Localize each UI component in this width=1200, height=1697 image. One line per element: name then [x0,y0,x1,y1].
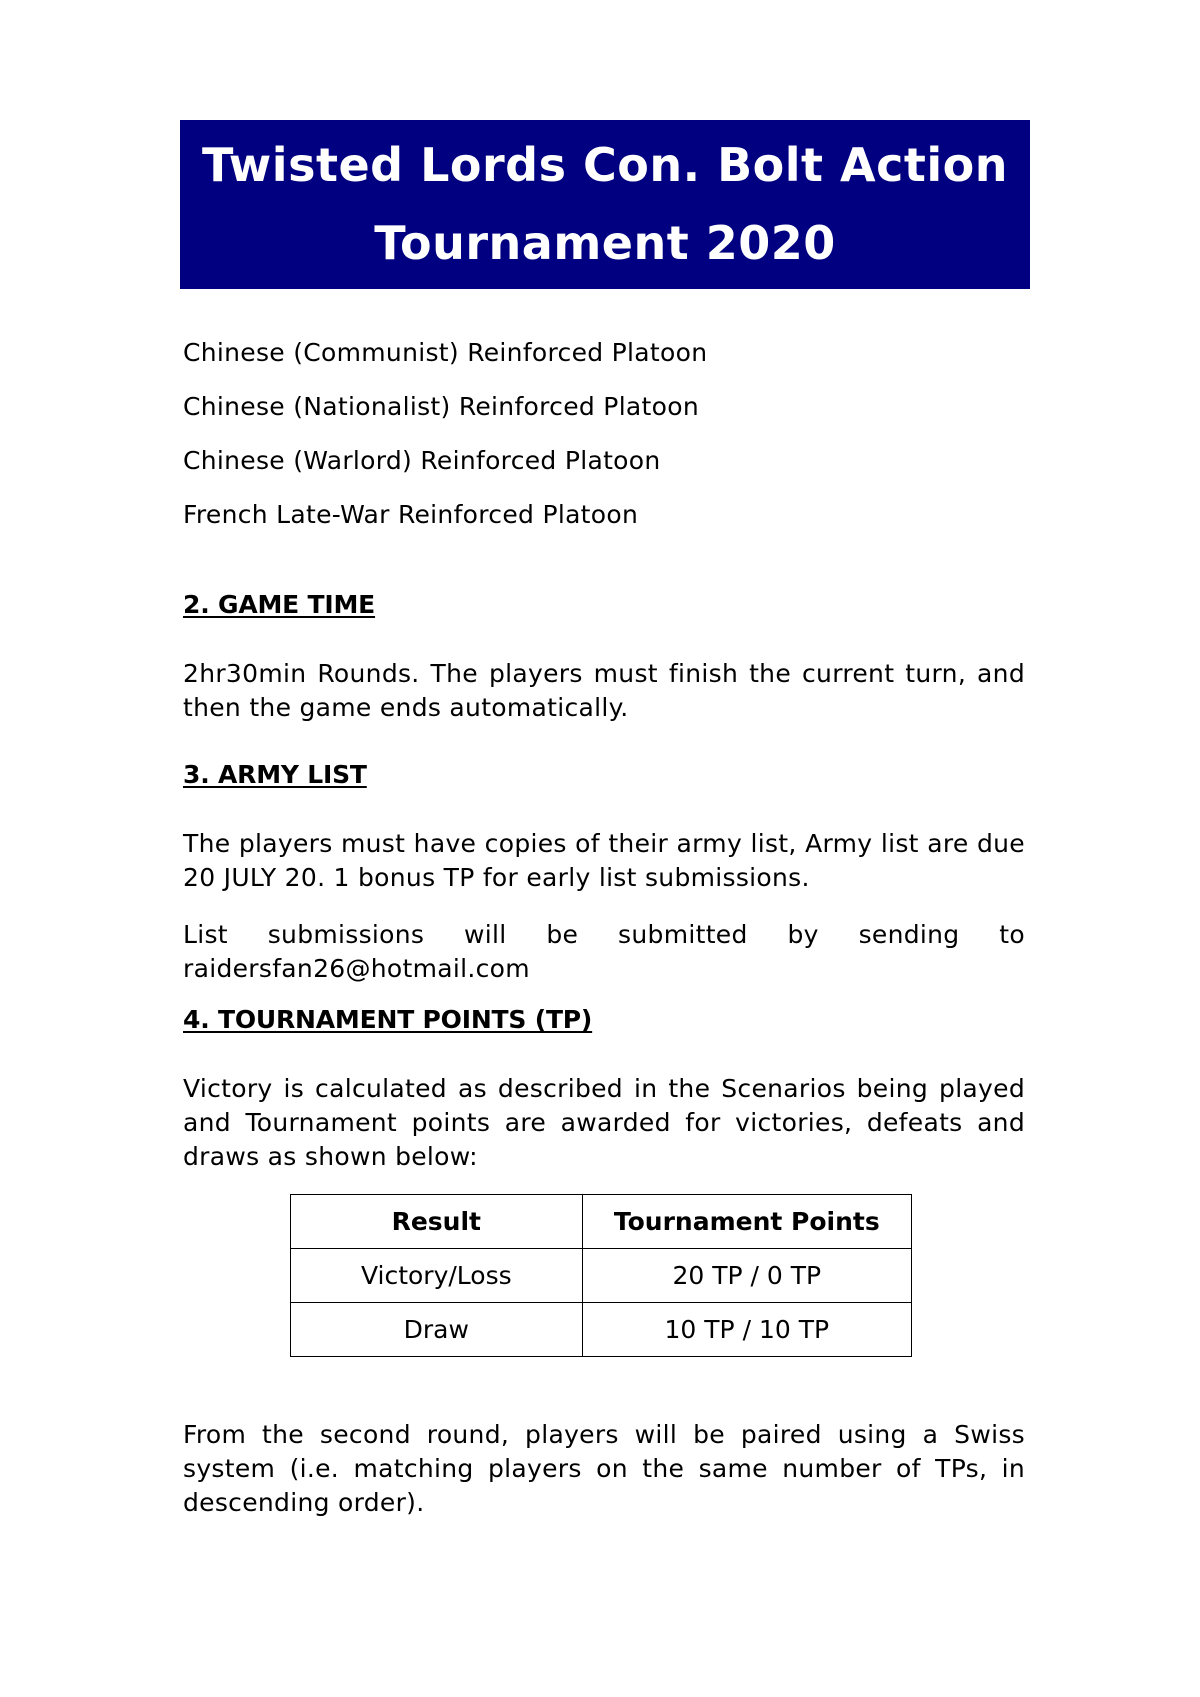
submission-text: List submissions will be submitted by sending to raidersfan26@hotmail.com [183,920,1025,983]
table-cell: 10 TP / 10 TP [582,1303,911,1357]
title-banner [180,120,1030,289]
points-table [290,1194,912,1357]
table-header-points: Tournament Points [582,1195,911,1249]
table-cell: 20 TP / 0 TP [582,1249,911,1303]
army-list-item: French Late-War Reinforced Platoon [183,500,639,529]
pairing-text: From the second round, players will be paired using a Swiss system (i.e. matching players on the same number of TPs, in descending order). [183,1420,1025,1517]
table-row [291,1303,912,1357]
army-list-text: The players must have copies of their army list, Army list are due 20 JULY 20. 1 bonus TP for early list submissions. [183,829,1025,892]
title-line-1: Twisted Lords Con. Bolt Action [201,138,1009,192]
victory-text: Victory is calculated as described in the Scenarios being played and Tournament points are awarded for victories, defeats and draws as shown below: [183,1074,1025,1171]
table-row [291,1249,912,1303]
army-list-item: Chinese (Communist) Reinforced Platoon [183,338,708,367]
heading-army-list: 3. ARMY LIST [183,760,367,789]
army-list [183,338,1033,554]
table-cell: Draw [291,1303,583,1357]
game-time-text: 2hr30min Rounds. The players must finish the current turn, and then the game ends automatically. [183,659,1025,722]
table-header-row [291,1195,912,1249]
table-header-result: Result [291,1195,583,1249]
heading-tournament-points: 4. TOURNAMENT POINTS (TP) [183,1005,593,1034]
army-list-item: Chinese (Nationalist) Reinforced Platoon [183,392,699,421]
title-line-2: Tournament 2020 [374,216,836,270]
table-cell: Victory/Loss [291,1249,583,1303]
army-list-item: Chinese (Warlord) Reinforced Platoon [183,446,661,475]
heading-game-time: 2. GAME TIME [183,590,376,619]
